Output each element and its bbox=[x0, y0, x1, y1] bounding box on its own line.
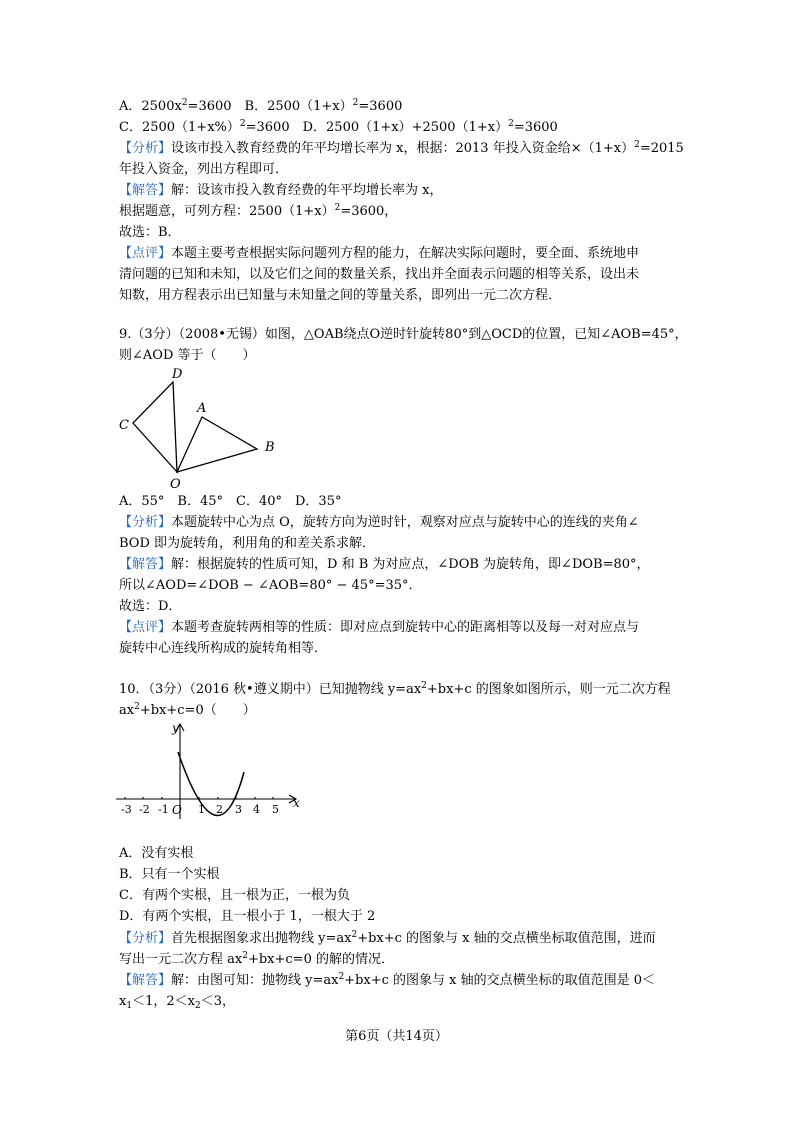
tick-label: -2 bbox=[139, 803, 150, 816]
label-o: O bbox=[170, 477, 181, 492]
q9-answer-calc: 所以∠AOD=∠DOB − ∠AOB=80° − 45°=35°． bbox=[119, 578, 422, 593]
q8-analysis: 【分析】设该市投入教育经费的年平均增长率为 x，根据：2013 年投入资金给$\times(1+x)^2=2015$ bbox=[119, 140, 684, 156]
q9-answer: 【解答】解：根据旋转的性质可知，D 和 B 为对应点，∠DOB 为旋转角，即∠DOB=80°， bbox=[119, 557, 650, 572]
answer-tag: 【解答】 bbox=[119, 557, 172, 572]
q9-comment-cont: 旋转中心连线所构成的旋转角相等． bbox=[119, 641, 328, 656]
q9-analysis-cont: BOD 即为旋转角，利用角的和差关系求解． bbox=[119, 536, 376, 551]
tick-label: 4 bbox=[253, 803, 260, 816]
tick-label: -3 bbox=[121, 803, 132, 816]
q10-option-b: B．只有一个实根 bbox=[119, 867, 220, 882]
q8-comment: 【点评】本题主要考查根据实际问题列方程的能力，在解决实际问题时，要全面、系统地申 bbox=[119, 246, 640, 261]
q10-answer-range: $x_1<1$，$2<x_2<3$， bbox=[119, 994, 235, 1011]
analysis-tag: 【分析】 bbox=[119, 515, 172, 530]
q9-options: A．55° B．45° C．40° D．35° bbox=[119, 494, 342, 509]
q9-rotation-figure bbox=[112, 362, 287, 492]
origin-label: O bbox=[172, 803, 182, 817]
answer-tag: 【解答】 bbox=[119, 973, 172, 988]
x-axis-label: x bbox=[293, 796, 300, 810]
q8-comment-cont-1: 清问题的已知和未知，以及它们之间的数量关系，找出并全面表示问题的相等关系，设出未 bbox=[119, 267, 640, 282]
label-a: A bbox=[197, 401, 207, 416]
q9-comment: 【点评】本题考查旋转两相等的性质：即对应点到旋转中心的距离相等以及每一对对应点与 bbox=[119, 620, 640, 635]
tick-label: 1 bbox=[198, 803, 205, 816]
q8-answer: 【解答】解：设该市投入教育经费的年平均增长率为 x， bbox=[119, 183, 443, 198]
q8-comment-cont-2: 知数，用方程表示出已知量与未知量之间的等量关系，即列出一元二次方程． bbox=[119, 288, 562, 303]
q9-stem: 9.（3分）（2008•无锡）如图，△OAB绕点O逆时针旋转80°到△OCD的位置，已知∠AOB=45°， bbox=[119, 327, 688, 342]
analysis-tag: 【分析】 bbox=[119, 931, 172, 946]
q10-parabola-graph bbox=[112, 716, 312, 828]
q10-option-a: A．没有实根 bbox=[119, 846, 194, 861]
analysis-tag: 【分析】 bbox=[119, 141, 172, 156]
label-b: B bbox=[265, 440, 275, 455]
tick-label: 3 bbox=[235, 803, 242, 816]
q8-answer-equation: 根据题意，可列方程：$2500(1+x)^2=3600$， bbox=[119, 203, 398, 219]
tick-label: -1 bbox=[158, 803, 169, 816]
q9-analysis: 【分析】本题旋转中心为点 O，旋转方向为逆时针，观察对应点与旋转中心的连线的夹角∠ bbox=[119, 515, 639, 530]
comment-tag: 【点评】 bbox=[119, 246, 172, 261]
q9-answer-choice: 故选：D． bbox=[119, 599, 182, 614]
page-footer: 第6页（共14页） bbox=[345, 1029, 448, 1044]
label-c: C bbox=[119, 418, 129, 433]
q8-options-line-1: A．$2500x^2=3600$ B．$2500(1+x)^2=3600$ bbox=[119, 98, 403, 114]
tick-label: 5 bbox=[272, 803, 279, 816]
y-axis-label: y bbox=[172, 721, 179, 735]
q10-answer: 【解答】解：由图可知：抛物线 $y=ax^2+bx+c$ 的图象与 x 轴的交点横坐标的取值范围是 0＜ bbox=[119, 972, 656, 988]
q10-stem: 10．（3分）（2016 秋•遵义期中）已知抛物线 $y=ax^2+bx+c$ 的图象如图所示，则一元二次方程 bbox=[119, 681, 671, 697]
q10-option-c: C．有两个实根，且一根为正，一根为负 bbox=[119, 888, 350, 903]
q8-answer-choice: 故选：B． bbox=[119, 225, 181, 240]
q10-analysis-cont: 写出一元二次方程 $ax^2+bx+c=0$ 的解的情况． bbox=[119, 951, 394, 967]
q10-stem-cont: $ax^2+bx+c=0$（ ） bbox=[119, 702, 256, 718]
label-d: D bbox=[172, 367, 183, 382]
q10-option-d: D．有两个实根，且一根小于 1，一根大于 2 bbox=[119, 909, 376, 924]
q9-stem-cont: 则∠AOD 等于（ ） bbox=[119, 348, 256, 363]
tick-label: 2 bbox=[216, 803, 223, 816]
comment-tag: 【点评】 bbox=[119, 620, 172, 635]
q10-analysis: 【分析】首先根据图象求出抛物线 $y=ax^2+bx+c$ 的图象与 x 轴的交点横坐标取值范围，进而 bbox=[119, 930, 656, 946]
answer-tag: 【解答】 bbox=[119, 183, 172, 198]
q8-options-line-2: C．$2500(1+x\%)^2=3600$ D．$2500(1+x)+2500(1+x)^2=3600$ bbox=[119, 119, 558, 135]
q8-analysis-cont: 年投入资金，列出方程即可． bbox=[119, 162, 289, 177]
